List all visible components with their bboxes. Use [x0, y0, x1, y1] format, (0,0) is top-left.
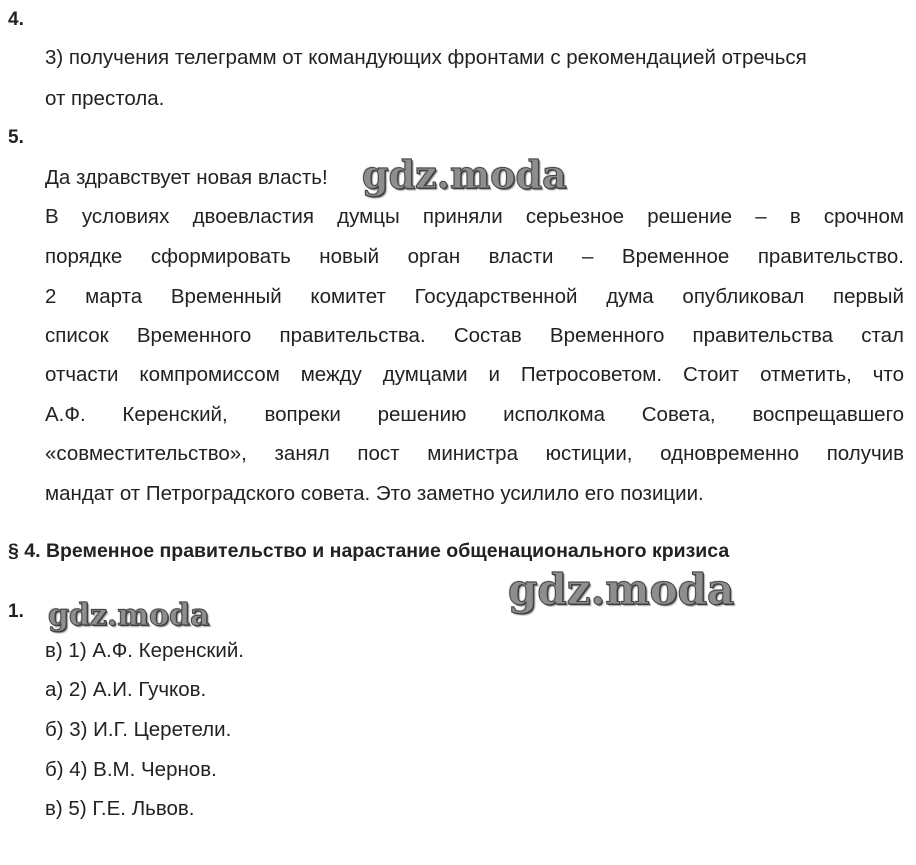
answer-heading: Да здравствует новая власть! — [45, 166, 328, 189]
answer-line: 3) получения телеграмм от командующих фронтами с рекомендацией отречься — [45, 46, 807, 69]
paragraph-line: список Временного правительства. Состав Временного правительства стал — [45, 324, 904, 347]
paragraph-line: В условиях двоевластия думцы приняли серьезное решение – в срочном — [45, 205, 904, 228]
paragraph-line: 2 марта Временный комитет Государственной дума опубликовал первый — [45, 285, 904, 308]
paragraph-line: отчасти компромиссом между думцами и Петросоветом. Стоит отметить, что — [45, 363, 904, 386]
question-number-4: 4. — [8, 9, 24, 30]
watermark-logo: gdz.moda — [508, 565, 735, 614]
list-item: б) 3) И.Г. Церетели. — [45, 718, 232, 741]
question-number-5: 5. — [8, 127, 24, 148]
list-item: а) 2) А.И. Гучков. — [45, 678, 207, 701]
watermark-logo: gdz.moda — [48, 598, 210, 633]
section-title: § 4. Временное правительство и нарастание общенационального кризиса — [8, 540, 730, 562]
list-item: в) 5) Г.Е. Львов. — [45, 797, 195, 820]
answer-line: от престола. — [45, 87, 165, 110]
list-item: б) 4) В.М. Чернов. — [45, 758, 217, 781]
paragraph-line: «совместительство», занял пост министра юстиции, одновременно получив — [45, 442, 904, 465]
paragraph-line: А.Ф. Керенский, вопреки решению исполкома Совета, воспрещавшего — [45, 403, 904, 426]
question-number-1: 1. — [8, 601, 24, 622]
paragraph-line: порядке сформировать новый орган власти – Временное правительство. — [45, 245, 904, 268]
watermark-logo: gdz.moda — [362, 152, 567, 197]
list-item: в) 1) А.Ф. Керенский. — [45, 639, 244, 662]
paragraph-line: мандат от Петроградского совета. Это заметно усилило его позиции. — [45, 482, 704, 505]
